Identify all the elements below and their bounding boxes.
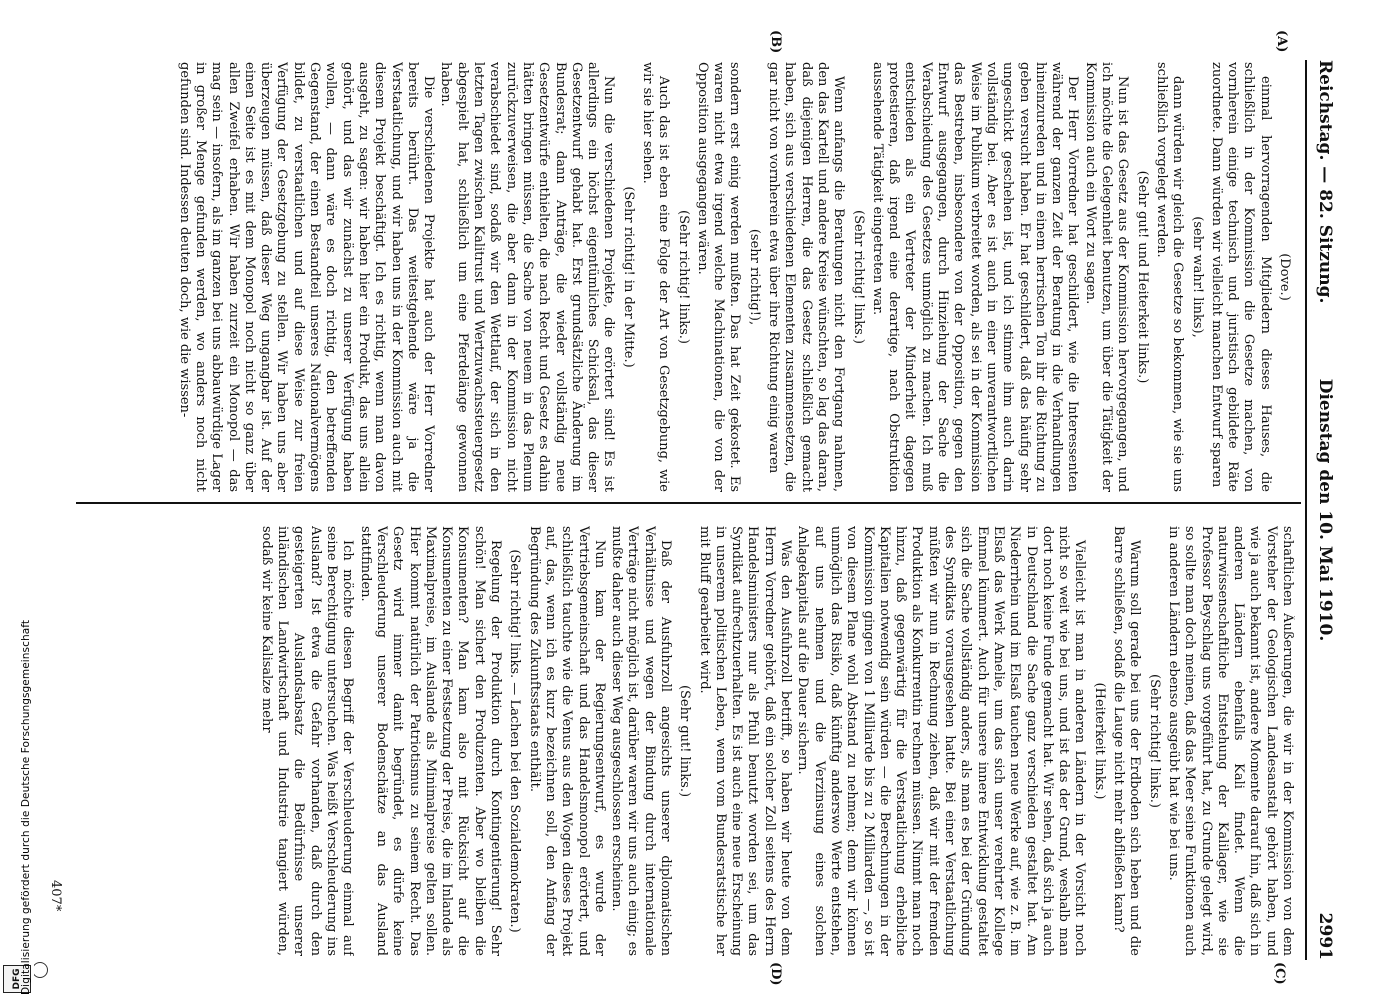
- interjection: (Sehr richtig! links.): [1146, 674, 1162, 808]
- column-divider: [76, 502, 1301, 504]
- page-number: 2991: [1315, 912, 1335, 960]
- margin-marker-a: (A): [1274, 30, 1289, 53]
- paragraph: dann würden wir gleich die Gesetze so bekommen, wie sie uns schließlich vorgelegt werden.: [1153, 62, 1186, 492]
- dfg-logo-icon: DFG: [3, 965, 31, 993]
- paragraph: Regelung der Produktion durch Kontingentierung! Sehr schön! Man sichert den Produzenten. Aber wo bleiben die Konsumenten? Man kam also mit Rücksicht auf die Konsumenten zu einer Festsetzung der Preise, die im Inlande als Maximalpreise, im Auslande als Minimalpreise gelten sollen. Hier kommt natürlich der Patriotismus zu seinem Recht. Das Gesetz wird immer damit begründet, es dürfe keine Verschleuderung unserer Bodenschätze an das Ausland stattfinden.: [357, 526, 504, 956]
- interjection: (Sehr richtig! links.): [850, 210, 866, 344]
- margin-marker-d: (D): [768, 962, 783, 986]
- paragraph: Der Herr Vorredner hat geschildert, wie die Interessenten während der ganzen Zeit der Beratung in die Verhandlungen hineinzureden und in einem herrischen Ton ihr die Richtung zu geben versucht haben. Er hat geschildert, daß das häufig sehr ungeschickt geschehen ist, und ich stimme ihm auch darin vollständig bei. Aber es ist auch in einer unverantwortlichen Weise im Publikum verbreitet worden, als sei in der Kommission das Bestreben, insbesondere von der Opposition, gegen den Entwurf ausgegangen, durch Hinziehung der Sache die Verabschiedung des Gesetzes unmöglich zu machen. Ich muß entschieden als ein Vertreter der Minderheit dagegen protestieren, daß irgend eine derartige, nach Obstruktion aussehende Tätigkeit eingetreten war.: [869, 62, 1081, 492]
- signature-mark: 407*: [48, 880, 63, 912]
- paragraph: Wenn anfangs die Beratungen nicht den Fortgang nahmen, den das Kartell und andere Kreise wünschten, so lag das daran, daß diejenigen Herren, die das Gesetz schließlich gemacht haben, sich aus verschiedenen Elementen zusammensetzen, die gar nicht von vornherein etwa über ihre Richtung einig waren: [766, 62, 847, 492]
- interjection: (Sehr richtig! in der Mitte.): [620, 186, 636, 368]
- paragraph: Vielleicht ist man in anderen Ländern in der Vorsicht noch nicht so weit wie bei uns, und ist das der Grund, weshalb man dort noch keine Funde gemacht hat. Wir sehen, daß sich ja auch in Deutschland die Sache ganz verschieden gestaltet hat. Am Niederrhein und im Elsaß tauchen neue Werke auf, wie z. B. im Elsaß das Werk Amelie, um das sich unser verehrter Kollege Emmel kümmert. Auch für unsere innere Entwicklung gestaltet sich die Sache vollständig anders, als man es bei der Gründung des Syndikats vorausgesehen hatte. Bei einer Verstaatlichung müßten wir nun in Rechnung ziehen, daß wir mit der fremden Produktion als Konkurrentin rechnen müssen. Nimmt man noch hinzu, daß gegenwärtig für die Verstaatlichung erhebliche Kapitalien notwendig sein würden — die Berechnungen in der Kommission gingen von 1 Milliarde bis zu 2 Milliarden —, so ist von diesem Plane wohl Abstand zu nehmen; denn wir können unmöglich das Risiko, daß künftig anderswo Werte entstehen, auf uns nehmen und die Verzinsung eines solchen Anlagekapitals auf die Dauer sichern.: [795, 526, 1088, 956]
- margin-marker-c: (C): [1272, 962, 1287, 985]
- header-date: Dienstag den 10. Mai 1910.: [1315, 378, 1335, 642]
- paragraph: Was den Ausfuhrzoll betrifft, so haben wir heute von dem Herrn Vorredner gehört, daß ein solcher Zoll seitens des Herrn Handelsministers nur als Pfuhl benutzt worden sei, um das Syndikat aufrechtzuerhalten. Es ist auch eine neue Erscheinung in unserem politischen Leben, wenn vom Bundesratstische her mit Bluff gearbeitet wird.: [696, 526, 794, 956]
- paragraph: Ich möchte diesen Begriff der Verschleuderung einmal auf seine Berechtigung untersuchen. Was heißt Verschleuderung ins Ausland? Ist etwa die Gefahr vorhanden, daß durch den gesteigerten Auslandsabsatz die Bedürfnisse unserer inländischen Landwirtschaft und Industrie tangiert würden, sodaß wir keine Kalisalze mehr: [258, 526, 356, 956]
- paragraph: Nun kam der Regierungsentwurf, es wurde der Vertriebsgemeinschaft und das Handelsmonopol erörtert, und schließlich tauchte wie die Venus aus den Wogen dieses Projekt auf, das, wenn ich es kurz bezeichnen soll, den Anfang der Begründung des Zukunftsstaats enthält.: [526, 526, 607, 956]
- left-column: [90, 62, 1295, 492]
- paragraph: Nun ist das Gesetz aus der Kommission hervorgegangen, und ich möchte die Gelegenheit benutzen, um über die Tätigkeit der Kommission auch ein Wort zu sagen.: [1082, 62, 1131, 492]
- interjection: (sehr richtig!),: [746, 228, 762, 326]
- page-header: [1311, 60, 1341, 960]
- paragraph: Warum soll gerade bei uns der Erdboden sich heben und die Barre schließen, sodaß die Lauge nicht mehr abfließen kann?: [1111, 526, 1143, 956]
- margin-marker-b: (B): [768, 30, 783, 54]
- digitization-credit: Digitalisierung gefördert durch die Deutsche Forschungsgemeinschaft: [20, 619, 32, 995]
- interjection: (sehr wahr! links),: [1189, 216, 1205, 338]
- paragraph: Auch das ist eben eine Folge der Art von Gesetzgebung, wie wir sie hier sehen.: [640, 62, 672, 492]
- interjection: (Sehr gut! und Heiterkeit links.): [1134, 170, 1150, 384]
- right-column: [90, 526, 1295, 956]
- header-left: Reichstag. — 82. Sitzung.: [1315, 60, 1335, 304]
- interjection: (Dove.): [1277, 253, 1292, 301]
- interjection: (Sehr gut! links.): [677, 684, 693, 798]
- paragraph: Die verschiedenen Projekte hat auch der Herr Vorredner bereits berührt. Das weitestgehende wäre ja die Verstaatlichung, und wir haben uns in der Kommission auch mit diesem Projekt beschäftigt. Ich es richtig, wenn man davon ausgeht, zu sagen: wir haben hier ein Produkt, das uns allein gehört, und das wir zunächst zu unserer Verfügung haben wollen, — dann wäre es doch richtig, den betreffenden Gegenstand, der einen Bestandteil unseres Nationalvermögens bildet, zu verstaatlichen und auf diese Weise zur freien Verfügung der Gesetzgebung zu stellen. Wir haben uns aber überzeugen müssen, daß dieser Weg ungangbar ist. Auf der einen Seite ist es mit dem Monopol noch nicht so ganz über allen Zweifel erhaben. Wir haben zurzeit ein Monopol — das mag sein — insofern, als im ganzen bei uns abbauwürdige Lager in großer Menge gefunden werden, wo anders noch nicht gefunden sind. Indessen deuten doch, wie die wissen-: [176, 62, 437, 492]
- interjection: (Sehr richtig! links.): [675, 210, 691, 344]
- paragraph: Daß der Ausfuhrzoll angesichts unserer diplomatischen Verhältnisse und wegen der Bindung durch internationale Verträge nicht möglich ist, darüber waren wir uns auch einig; es mußte daher auch dieser Weg ausgeschlossen erscheinen.: [609, 526, 674, 956]
- credit-sidebar: [0, 0, 34, 1000]
- paragraph: schaftlichen Äußerungen, die wir in der Kommission von dem Vorsteher der Geologischen Landesanstalt gehört haben, und wie ja auch bekannt ist, andere Momente darauf hin, daß sich in anderen Ländern ebenfalls Kali findet. Wenn die naturwissenschaftliche Entstehung der Kalilager, wie sie Professor Beyschlag uns vorgeführt hat, zu Grunde gelegt wird, so sollte man doch meinen, daß das Meer seine Funktionen auch in anderen Ländern ebenso ausgeübt hat wie bei uns.: [1165, 526, 1295, 956]
- corner-circle-mark: [32, 962, 48, 978]
- interjection: (Sehr richtig! links. — Lachen bei den Sozialdemokraten.): [507, 549, 523, 933]
- header-rule: [1305, 60, 1307, 960]
- paragraph: Nun die verschiedenen Projekte, die erörtert sind! Es ist allerdings ein höchst eigentümliches Schicksal, das dieser Gesetzentwurf gehabt hat. Erst grundsätzliche Änderung im Bundesrat; dann Anträge, die wieder vollständig neue Gesetzentwürfe enthielten, die nach Recht und Gesetz es dahin hätten bringen müssen, die Sache von neuem in das Plenum zurückzuverweisen, die aber dann in der Kommission nicht verabschiedet sind, sodaß wir den Wettlauf, der sich in den letzten Tagen zwischen Kalitrust und Wertzuwachssteuergesetz abgespielt hat, schließlich um eine Pferdelänge gewonnen haben.: [438, 62, 617, 492]
- interjection: (Heiterkeit links.): [1091, 682, 1107, 800]
- paragraph: sondern erst einig werden mußten. Das hat Zeit gekostet. Es waren nicht etwa irgend welche Machinationen, die von der Opposition ausgegangen wären.: [694, 62, 743, 492]
- paragraph: einmal hervorragenden Mitgliedern dieses Hauses, die schließlich in der Kommission die Gesetze machen, von vornherein einige technisch und juristisch gebildete Räte zuordnete. Dann würden wir vielleicht manchen Entwurf sparen: [1208, 62, 1273, 492]
